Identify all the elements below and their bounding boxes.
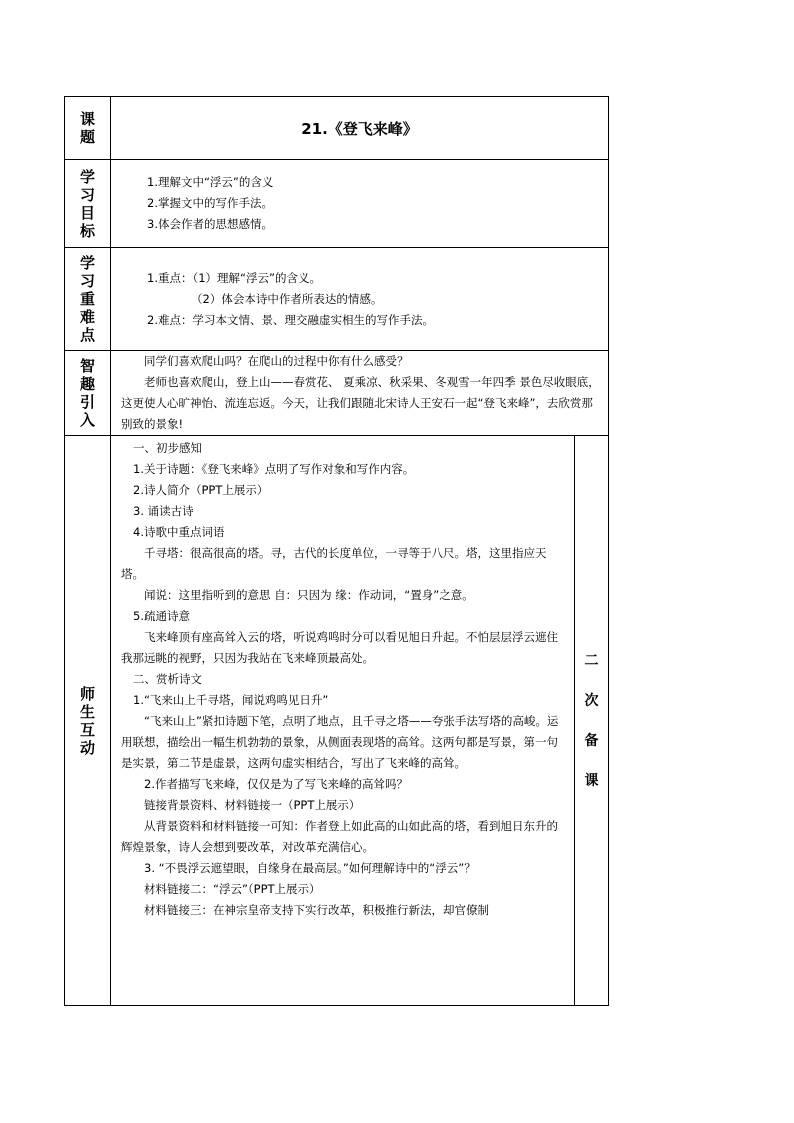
content-paragraph: 飞来峰顶有座高耸入云的塔，听说鸡鸣时分可以看见旭日升起。不怕层层浮云遮住我那远眺的视野，只因为我站在飞来峰顶最高处。 — [121, 630, 558, 665]
content-paragraph: 材料链接三：在神宗皇帝支持下实行改革，积极推行新法，却官僚制 — [144, 903, 489, 917]
lesson-title: 21.《登飞来峰》 — [111, 97, 609, 160]
content-paragraph: 3. “不畏浮云遮望眼，自缘身在最高层。”如何理解诗中的“浮云”？ — [144, 861, 476, 875]
content-paragraph: 2.作者描写飞来峰，仅仅是为了写飞来峰的高耸吗？ — [144, 777, 408, 791]
key-points-row — [65, 248, 609, 351]
key-point-item: 2.难点：学习本文情、景、理交融虚实相生的写作手法。 — [147, 312, 434, 327]
content-line: 4.诗歌中重点词语 — [133, 525, 225, 539]
key-point-item: 1.重点：（1）理解“浮云”的含义。 — [147, 270, 321, 285]
section-heading: 二、赏析诗文 — [133, 672, 202, 686]
content-paragraph: 材料链接二：“浮云”（PPT上展示） — [144, 882, 321, 896]
objective-item: 1.理解文中“浮云”的含义 — [147, 175, 274, 189]
content-paragraph: 闻说：这里指听到的意思 自：只因为 缘：作动词，“置身”之意。 — [144, 588, 474, 602]
objective-item: 2.掌握文中的写作手法。 — [147, 196, 273, 210]
intro-label: 智 趣 引 入 — [65, 351, 111, 436]
key-points-label: 学 习 重 难 点 — [65, 248, 111, 351]
content-line: 1.关于诗题：《登飞来峰》点明了写作对象和写作内容。 — [133, 462, 415, 476]
topic-row — [65, 97, 609, 160]
interaction-content — [111, 436, 575, 1006]
content-paragraph: 从背景资料和材料链接一可知：作者登上如此高的山如此高的塔，看到旭日东升的辉煌景象，诗人会想到要改革，对改革充满信心。 — [121, 819, 558, 854]
second-preparation-column: 二 次 备 课 — [575, 436, 609, 1006]
intro-paragraph: 同学们喜欢爬山吗？在爬山的过程中你有什么感受？ — [144, 354, 409, 368]
topic-label: 课 题 — [65, 97, 111, 160]
content-paragraph: “飞来山上”紧扣诗题下笔，点明了地点，且千寻之塔——夸张手法写塔的高峻。运用联想，描绘出一幅生机勃勃的景象，从侧面表现塔的高耸。这两句都是写景，第一句是实景，第二节是虚景，这两句虚实相结合，写出了飞来峰的高耸。 — [121, 714, 559, 770]
key-points-content — [111, 248, 609, 351]
content-paragraph: 链接背景资料、材料链接一（PPT上展示） — [144, 798, 361, 812]
interaction-label: 师 生 互 动 — [65, 436, 111, 1006]
intro-row — [65, 351, 609, 436]
content-line: 2.诗人简介（PPT上展示） — [133, 483, 269, 497]
interaction-row — [65, 436, 609, 1006]
intro-paragraph: 老师也喜欢爬山，登上山——春赏花、 夏乘凉、秋采果、冬观雪一年四季 景色尽收眼底，这更使人心旷神怡、流连忘返。今天，让我们跟随北宋诗人王安石一起“登飞来峰”，去欣赏那别致的景象! — [121, 375, 600, 431]
key-point-item: （2）体会本诗中作者所表达的情感。 — [191, 291, 383, 306]
content-line: 3. 诵读古诗 — [133, 504, 194, 518]
section-heading: 一、初步感知 — [133, 441, 202, 455]
objectives-label: 学 习 目 标 — [65, 160, 111, 248]
content-paragraph: 千寻塔：很高很高的塔。寻，古代的长度单位，一寻等于八尺。塔，这里指应天塔。 — [121, 546, 547, 581]
objective-item: 3.体会作者的思想感情。 — [147, 217, 273, 231]
objectives-row — [65, 160, 609, 248]
lesson-plan-table — [64, 96, 609, 1006]
content-line: 5.疏通诗意 — [133, 609, 190, 623]
content-line: 1.“飞来山上千寻塔，闻说鸡鸣见日升” — [133, 693, 329, 707]
objectives-content — [111, 160, 609, 248]
intro-content — [111, 351, 609, 436]
